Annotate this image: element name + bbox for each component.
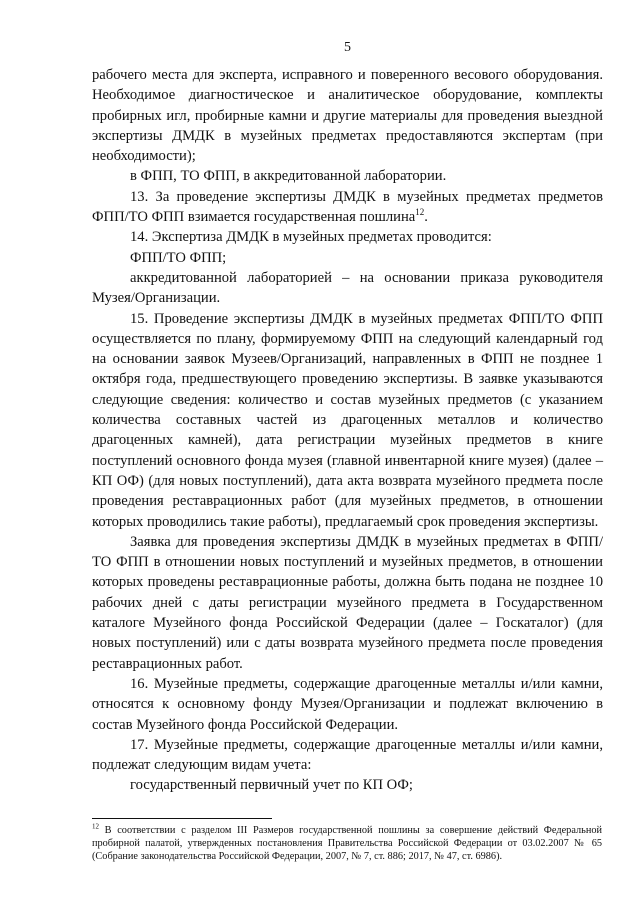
paragraph-13-text: 13. За проведение экспертизы ДМДК в музейных предметах предметов ФПП/ТО ФПП взимается государственная пошлина — [92, 188, 603, 226]
paragraph-locations: в ФПП, ТО ФПП, в аккредитованной лаборатории. — [130, 168, 447, 185]
paragraph-14-item-fpp: ФПП/ТО ФПП; — [130, 249, 227, 266]
page-number: 5 — [344, 40, 351, 55]
paragraph-15-plan: 15. Проведение экспертизы ДМДК в музейных предметах ФПП/ТО ФПП осуществляется по плану, формируемому ФПП на следующий календарный год на основании заявок Музеев/Организаций, направленных в ФПП не позднее 1 октября года, предшествующего проведению экспертизы. В заявке указываются следующие сведения: количество и состав музейных предметов (с указанием количества составных частей из драгоценных металлов и количество драгоценных камней), дата регистрации музейных предметов в книге поступлений основного фонда музея (главной инвентарной книге музея) (далее – КП ОФ) (для новых поступлений), дата акта возврата музейного предмета после проведения реставрационных работ (для музейных предметов, в отношении которых проводились такие работы), предлагаемый срок проведения экспертизы. — [92, 310, 603, 530]
paragraph-13-end: . — [424, 209, 428, 226]
paragraph-14-heading: 14. Экспертиза ДМДК в музейных предметах проводится: — [130, 229, 492, 246]
footnote-ref-12: 12 — [415, 207, 425, 218]
paragraph-14-item-lab: аккредитованной лабораторией – на основании приказа руководителя Музея/Организации. — [92, 269, 603, 307]
paragraph-17-item-primary: государственный первичный учет по КП ОФ; — [130, 777, 413, 794]
paragraph-workplace: рабочего места для эксперта, исправного и поверенного весового оборудования. Необходимое диагностическое и аналитическое оборудование, комплекты пробирных игл, пробирные камни и другие материалы для проведения выездной экспертизы ДМДК в музейных предметах предоставляются экспертам (при необходимости); — [92, 67, 603, 165]
paragraph-16-fund: 16. Музейные предметы, содержащие драгоценные металлы и/или камни, относятся к основному фонду Музея/Организации и подлежат включению в состав Музейного фонда Российской Федерации. — [92, 675, 603, 733]
paragraph-application: Заявка для проведения экспертизы ДМДК в музейных предметах в ФПП/ТО ФПП в отношении новых поступлений и музейных предметов, в отношении которых проведены реставрационные работы, должна быть подана не позднее 10 рабочих дней с даты регистрации музейного предмета в Государственном каталоге Музейного фонда Российской Федерации (далее – Госкаталог) (для новых поступлений) или с даты возврата музейного предмета после проведения реставрационных работ. — [92, 533, 603, 672]
footnote-marker: 12 — [92, 822, 99, 831]
paragraph-17-accounting: 17. Музейные предметы, содержащие драгоценные металлы и/или камни, подлежат следующим видам учета: — [92, 736, 603, 774]
footnote-divider — [92, 818, 272, 819]
footnote-12 — [92, 824, 602, 864]
body-text — [92, 65, 603, 796]
paragraph-13-fee — [92, 187, 603, 228]
footnote-text: В соответствии с разделом III Размеров государственной пошлины за совершение действий Федеральной пробирной палатой, утвержденных постановления Правительства Российской Федерации от 03.02.2007 № 65 (Собрание законодательства Российской Федерации, 2007, № 7, ст. 886; 2017, № 47, ст. 6986). — [92, 825, 602, 863]
